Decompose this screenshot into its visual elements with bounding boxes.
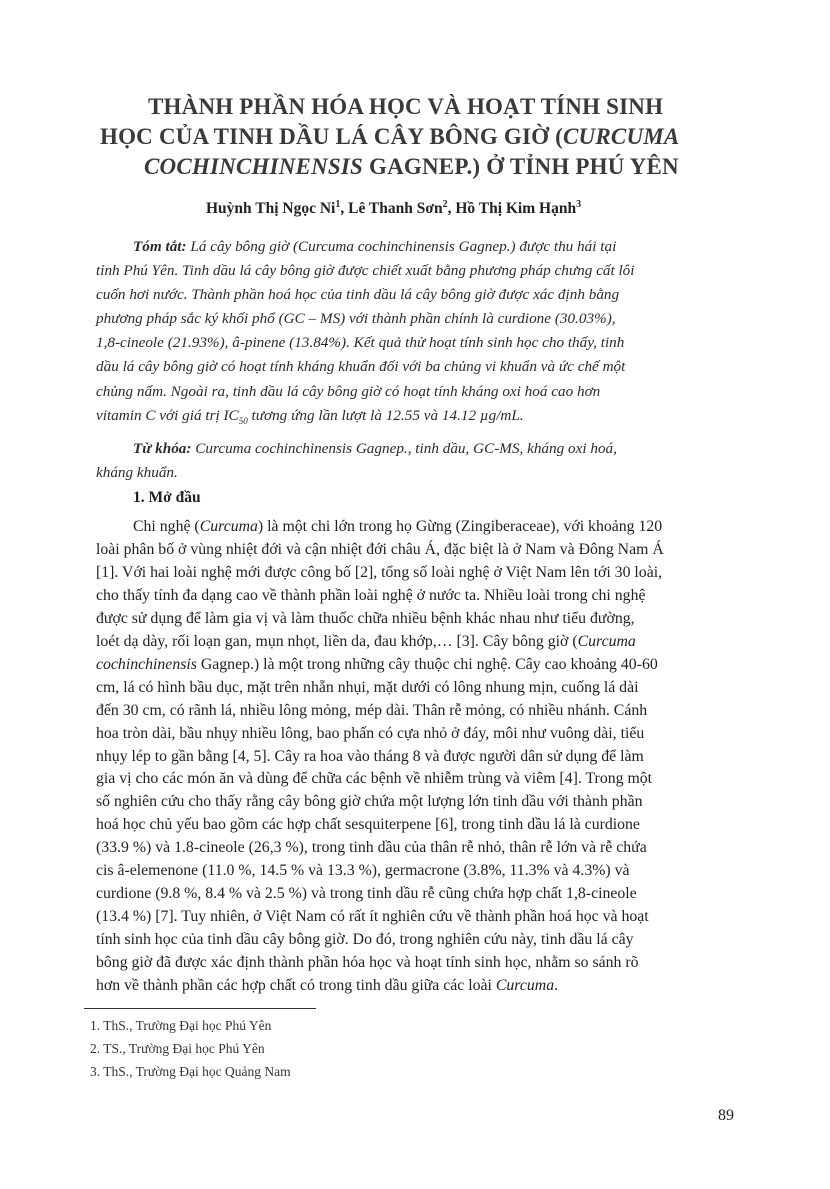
title-line-3 bbox=[100, 152, 760, 182]
keywords-line: kháng khuẩn. bbox=[96, 464, 178, 482]
body-line bbox=[96, 791, 742, 814]
body-paragraph bbox=[96, 516, 742, 998]
body-italic-text: Curcuma bbox=[199, 518, 258, 535]
footnotes bbox=[90, 1014, 291, 1083]
body-line bbox=[96, 860, 742, 883]
paper-title bbox=[100, 92, 760, 182]
body-line bbox=[96, 608, 742, 631]
title-line-1: THÀNH PHẦN HÓA HỌC VÀ HOẠT TÍNH SINH bbox=[148, 94, 664, 119]
footnote: 3. ThS., Trường Đại học Quảng Nam bbox=[90, 1064, 291, 1079]
body-text: nhụy lép to gần bằng [4, 5]. Cây ra hoa vào tháng 8 và được người dân sử dụng để làm bbox=[96, 747, 644, 765]
body-text: hoá học chủ yếu bao gồm các hợp chất sesquiterpene [6], trong tinh dầu lá là curdione bbox=[96, 816, 640, 834]
footnote: 2. TS., Trường Đại học Phú Yên bbox=[90, 1041, 265, 1056]
abstract-subscript: 50 bbox=[238, 415, 248, 426]
abstract-line: chủng nấm. Ngoài ra, tinh dầu lá cây bông giờ có hoạt tính kháng oxi hoá cao hơn bbox=[96, 382, 601, 400]
page-number: 89 bbox=[718, 1107, 734, 1124]
abstract-line bbox=[96, 404, 742, 428]
abstract-line bbox=[96, 235, 742, 259]
body-line bbox=[96, 837, 742, 860]
body-line bbox=[96, 516, 742, 539]
body-text: hơn về thành phần các hợp chất có trong tinh dầu giữa các loài bbox=[96, 977, 496, 995]
body-text: đến 30 cm, có rãnh lá, nhiều lông mỏng, mép dài. Thân rễ mỏng, có nhiều nhánh. Cánh bbox=[96, 701, 648, 719]
body-text: Gagnep.) là một trong những cây thuộc chi nghệ. Cây cao khoảng 40-60 bbox=[196, 655, 658, 673]
body-line bbox=[96, 631, 742, 654]
body-text: hoa tròn dài, bầu nhụy nhiều lông, bao phấn có cựa nhỏ ở đáy, môi như vuông dài, tiểu bbox=[96, 724, 645, 742]
author-name: Hồ Thị Kim Hạnh bbox=[455, 200, 577, 217]
author-name: Lê Thanh Sơn bbox=[348, 200, 443, 217]
body-text: loét dạ dày, rối loạn gan, mụn nhọt, liền da, đau khớp,… [3]. Cây bông giờ ( bbox=[96, 632, 578, 650]
keywords-label: Từ khóa: bbox=[133, 440, 192, 457]
abstract-text: tương ứng lần lượt là 12.55 và 14.12 µg/mL. bbox=[247, 406, 524, 424]
body-line bbox=[96, 654, 742, 677]
body-line bbox=[96, 700, 742, 723]
body-line bbox=[96, 906, 742, 929]
body-line bbox=[96, 883, 742, 906]
body-line bbox=[96, 975, 742, 998]
body-line bbox=[96, 677, 742, 700]
body-line bbox=[96, 929, 742, 952]
body-line bbox=[96, 768, 742, 791]
author-affiliation-mark: 3 bbox=[576, 198, 582, 210]
abstract-line: cuốn hơi nước. Thành phần hoá học của tinh dầu lá cây bông giờ được xác định bằng bbox=[96, 286, 620, 304]
author-affiliation-mark: 2 bbox=[442, 198, 448, 210]
title-line-2 bbox=[100, 122, 760, 152]
body-text: cho thấy tính đa dạng cao về thành phần loài nghệ ở nước ta. Nhiều loài trong chi nghệ bbox=[96, 586, 646, 604]
abstract-text: vitamin C với giá trị IC bbox=[96, 406, 239, 424]
section-heading: 1. Mở đầu bbox=[133, 489, 201, 506]
body-line bbox=[96, 562, 742, 585]
body-line bbox=[96, 723, 742, 746]
title-line-2-italic: CURCUMA bbox=[563, 124, 680, 149]
author-separator: , bbox=[340, 200, 349, 217]
body-text: (13.4 %) [7]. Tuy nhiên, ở Việt Nam có rất ít nghiên cứu về thành phần hoá học và hoạt bbox=[96, 908, 649, 926]
keywords bbox=[96, 437, 742, 485]
abstract-line: 1,8-cineole (21.93%), â-pinene (13.84%). Kết quả thử hoạt tính sinh học cho thấy, tinh bbox=[96, 334, 625, 352]
body-text: cm, lá có hình bầu dục, mặt trên nhẵn nhụi, mặt dưới có lông nhung mịn, cuống lá dài bbox=[96, 678, 639, 696]
body-italic-text: cochinchinensis bbox=[96, 655, 197, 673]
abstract-text: Lá cây bông giờ (Curcuma cochinchinensis Gagnep.) được thu hái tại bbox=[186, 238, 617, 255]
footnote: 1. ThS., Trường Đại học Phú Yên bbox=[90, 1018, 272, 1033]
body-line bbox=[96, 814, 742, 837]
body-text: loài phân bố ở vùng nhiệt đới và cận nhiệt đới châu Á, đặc biệt là ở Nam và Đông Nam Á bbox=[96, 540, 664, 558]
abstract-label: Tóm tắt: bbox=[133, 238, 187, 255]
title-line-2-text: HỌC CỦA TINH DẦU LÁ CÂY BÔNG GIỜ ( bbox=[100, 124, 564, 149]
body-italic-text: Curcuma bbox=[495, 977, 555, 995]
author-name: Huỳnh Thị Ngọc Ni bbox=[206, 200, 336, 217]
body-italic-text: Curcuma bbox=[577, 632, 636, 650]
body-line bbox=[96, 539, 742, 562]
abstract bbox=[96, 235, 742, 428]
body-text: tính sinh học của tinh dầu cây bông giờ. Do đó, trong nghiên cứu này, tinh dầu lá cây bbox=[96, 931, 634, 949]
body-text: Chi nghệ ( bbox=[133, 518, 200, 535]
body-line bbox=[96, 952, 742, 975]
body-text: curdione (9.8 %, 8.4 % và 2.5 %) và trong tinh dầu rễ cũng chứa hợp chất 1,8-cineole bbox=[96, 885, 637, 903]
body-text: ) là một chi lớn trong họ Gừng (Zingiberaceae), với khoảng 120 bbox=[257, 518, 663, 535]
body-line bbox=[96, 746, 742, 769]
footnote-divider bbox=[84, 1008, 316, 1009]
title-line-3-text: GAGNEP.) Ở TỈNH PHÚ YÊN bbox=[363, 154, 679, 179]
keywords-line bbox=[96, 437, 742, 461]
keywords-text: Curcuma cochinchinensis Gagnep., tinh dầu, GC-MS, kháng oxi hoá, bbox=[191, 440, 617, 457]
abstract-line: dầu lá cây bông giờ có hoạt tính kháng khuẩn đối với ba chủng vi khuẩn và ức chế một bbox=[96, 358, 626, 376]
author-affiliation-mark: 1 bbox=[335, 198, 341, 210]
body-text: cis â-elemenone (11.0 %, 14.5 % và 13.3 %), germacrone (3.8%, 11.3% và 4.3%) và bbox=[96, 862, 630, 880]
body-text: số nghiên cứu cho thấy rằng cây bông giờ chứa một lượng lớn tinh dầu với thành phần bbox=[96, 793, 643, 811]
body-text: (33.9 %) và 1.8-cineole (26,3 %), trong tinh dầu của thân rễ nhỏ, thân rễ lớn và rễ chứa bbox=[96, 839, 647, 857]
body-text: bông giờ đã được xác định thành phần hóa học và hoạt tính sinh học, nhằm so sánh rõ bbox=[96, 954, 639, 972]
author-separator: , bbox=[447, 200, 456, 217]
body-text: . bbox=[554, 977, 559, 995]
body-text: [1]. Với hai loài nghệ mới được công bố [2], tổng số loài nghệ ở Việt Nam lên tới 30 loài, bbox=[96, 563, 663, 581]
abstract-line: phương pháp sắc ký khối phổ (GC – MS) với thành phần chính là curdione (30.03%), bbox=[96, 310, 616, 328]
body-text: được sử dụng để làm gia vị và làm thuốc chữa nhiều bệnh khác nhau như tiểu đường, bbox=[96, 609, 635, 627]
title-line-3-italic: COCHINCHINENSIS bbox=[144, 154, 364, 179]
body-line bbox=[96, 585, 742, 608]
abstract-line: tỉnh Phú Yên. Tinh dầu lá cây bông giờ được chiết xuất bằng phương pháp chưng cất lôi bbox=[96, 262, 635, 280]
author-list bbox=[206, 198, 581, 220]
body-text: gia vị cho các món ăn và dùng để chữa các bệnh về nhiễm trùng và viêm [4]. Trong một bbox=[96, 770, 653, 788]
